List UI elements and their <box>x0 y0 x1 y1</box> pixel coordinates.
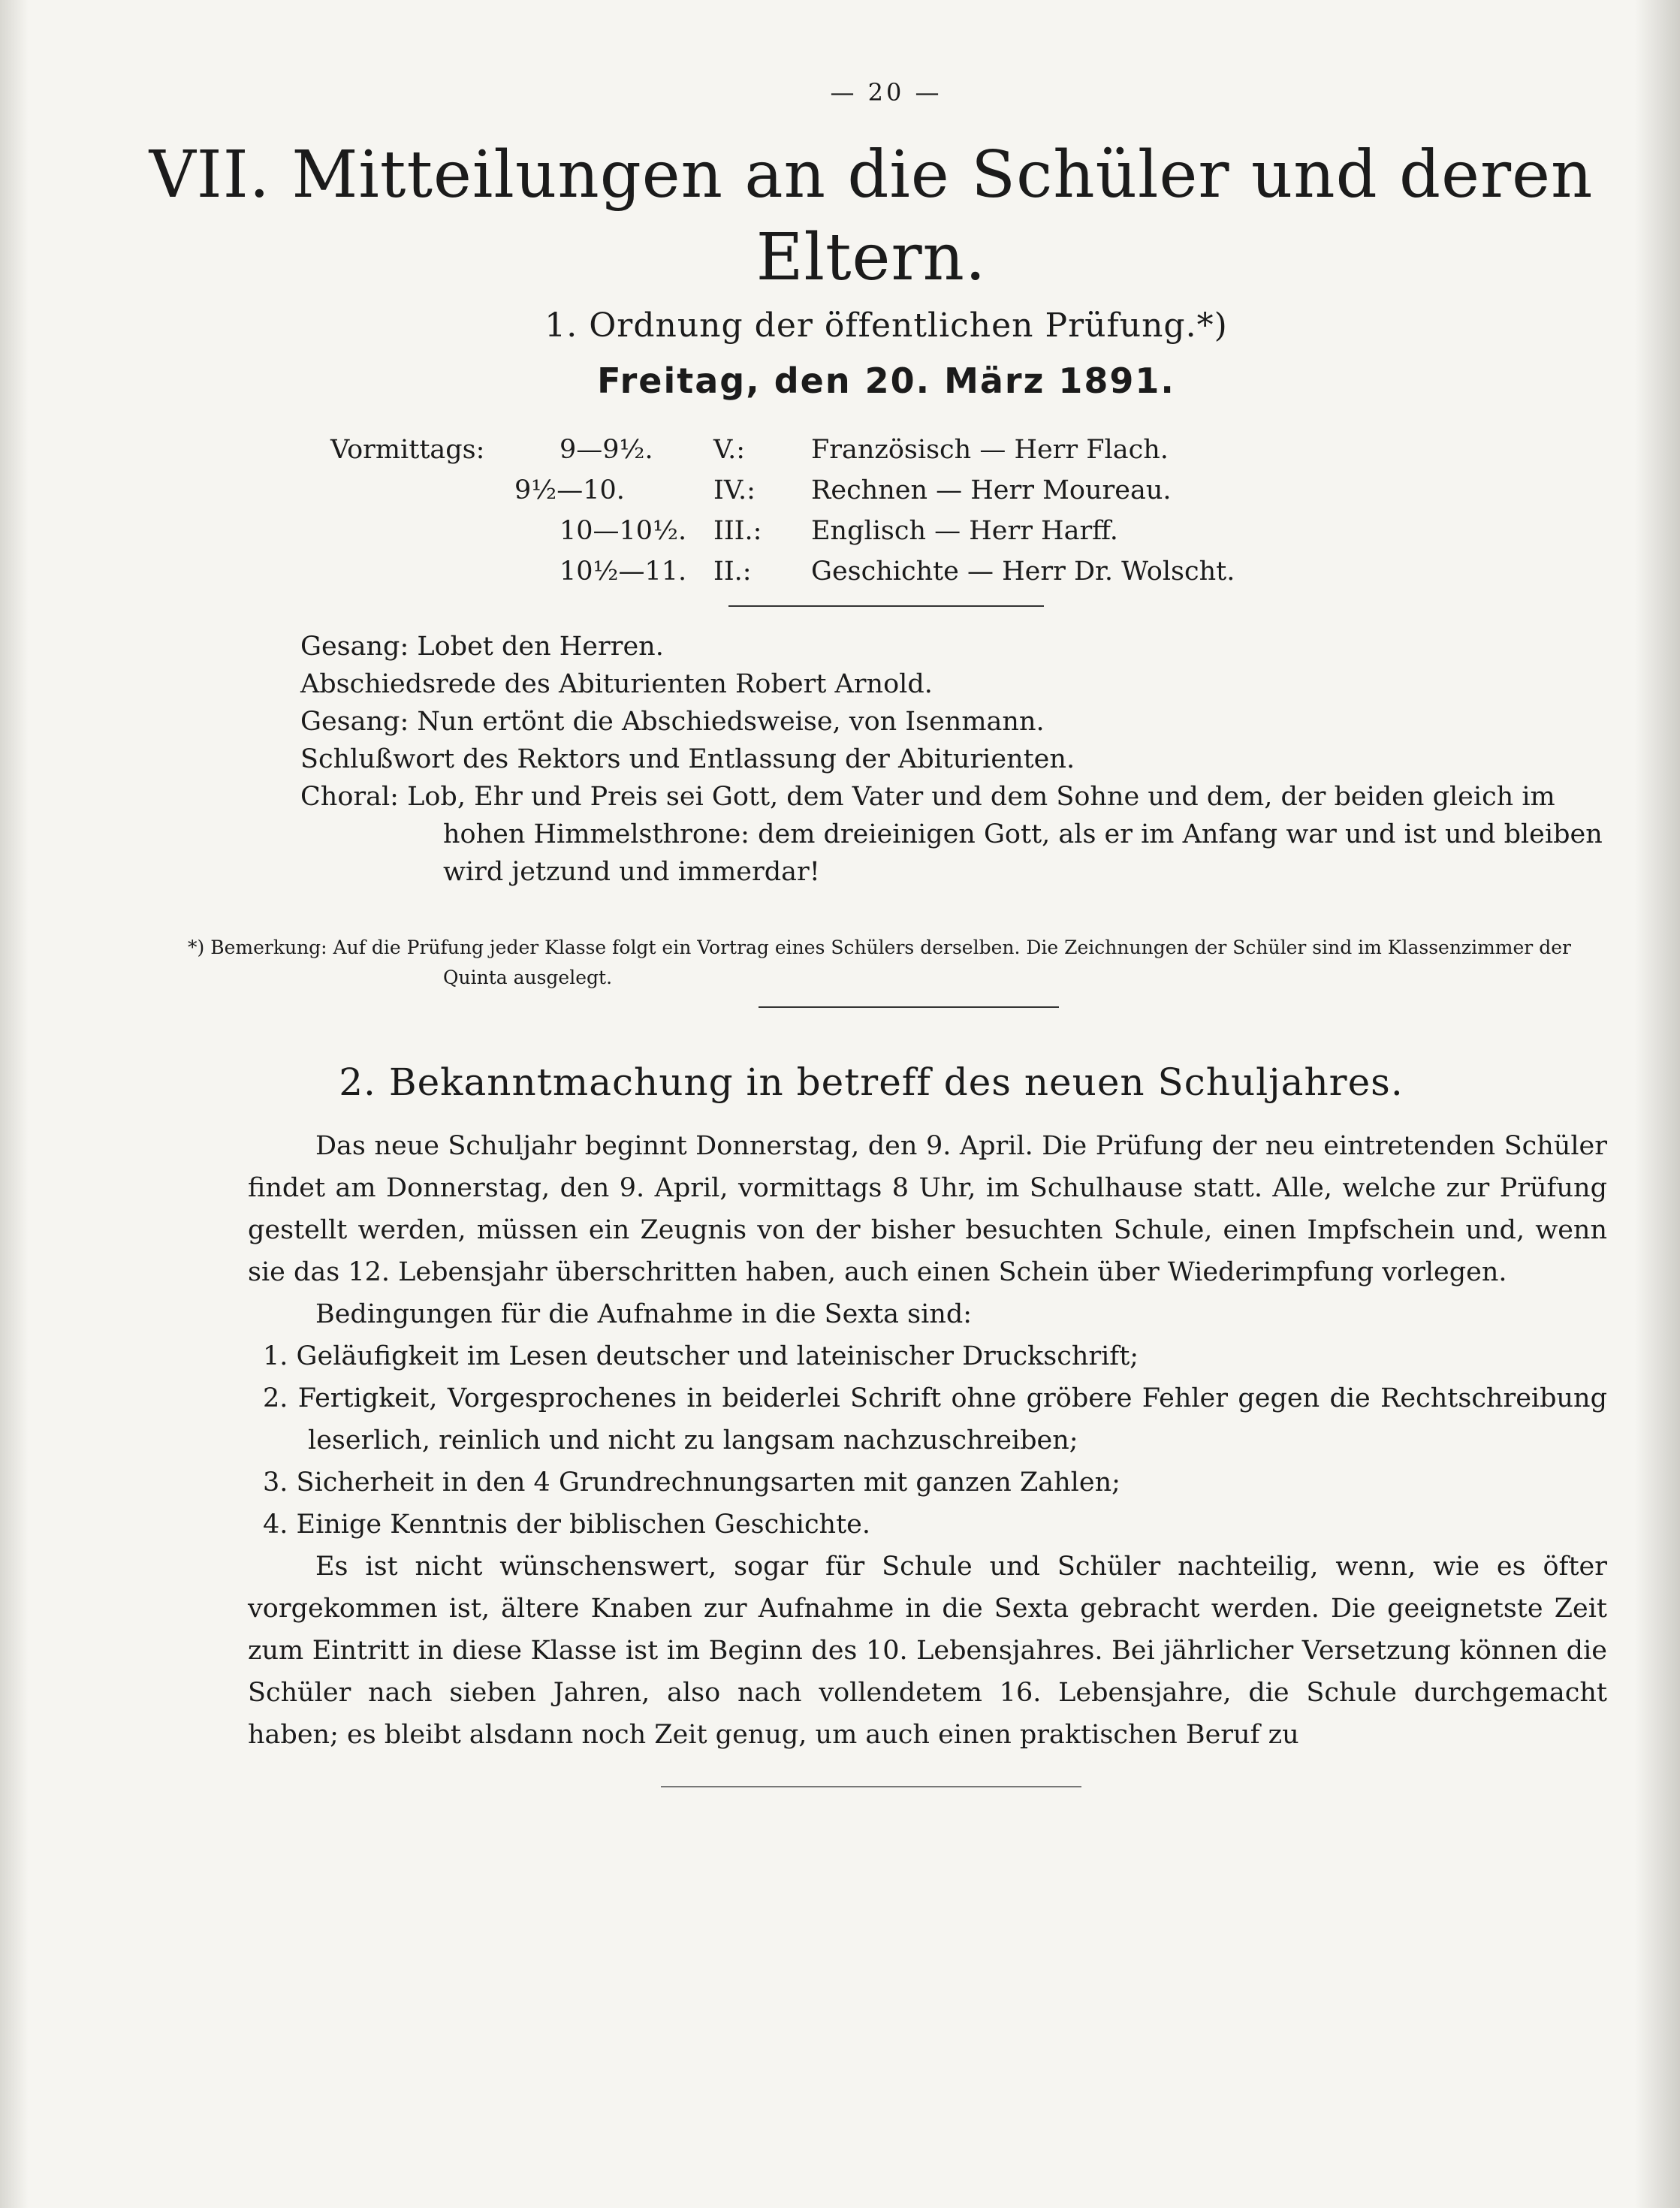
section2-body <box>248 1125 1607 1756</box>
section2-heading: 2. Bekanntmachung in betreff des neuen Schuljahres. <box>339 1060 1404 1104</box>
program-item: Abschiedsrede des Abiturienten Robert Arnold. <box>300 669 933 699</box>
program-item: Choral: Lob, Ehr und Preis sei Gott, dem Vater und dem Sohne und dem, der beiden gleich im hohen Himmelsthrone: dem dreieinigen Gott, als er im Anfang war und ist und bleiben wird jetzund und immerdar! <box>300 782 1603 887</box>
program-item: Schlußwort des Rektors und Entlassung der Abiturienten. <box>300 744 1075 774</box>
conditions-intro: Bedingungen für die Aufnahme in die Sexta sind: <box>315 1299 973 1329</box>
page-edge-right <box>1635 0 1680 2208</box>
condition-item: 4. Einige Kenntnis der biblischen Geschichte. <box>263 1510 870 1540</box>
footnote: *) Bemerkung: Auf die Prüfung jeder Klasse folgt ein Vortrag eines Schülers derselben. Die Zeichnungen der Schüler sind im Klassenzimmer der Quinta ausgelegt. <box>188 937 1571 988</box>
divider <box>759 1006 1059 1008</box>
page-edge-left <box>0 0 29 2208</box>
divider <box>728 605 1044 607</box>
condition-item: 2. Fertigkeit, Vorgesprochenes in beiderlei Schrift ohne gröbere Fehler gegen die Rechtschreibung leserlich, reinlich und nicht zu langsam nachzuschreiben; <box>263 1383 1607 1455</box>
program-item: Gesang: Nun ertönt die Abschiedsweise, von Isenmann. <box>300 707 1045 737</box>
program-item: Gesang: Lobet den Herren. <box>300 632 664 662</box>
document-page: — 20 — VII. Mitteilungen an die Schüler und deren Eltern. 1. Ordnung der öffentlichen Prüfung.*) Freitag, den 20. März 1891. Vormittags: 9—9½. V.: Französisch — Herr Flach. 9½—10. IV.: Rechnen — Herr Moureau. 10—10½. III.: Englisch — Herr Harff. 10½—11. II.: Geschichte — Herr Dr. Wolscht. Gesang: Lobet den Herren. Abschiedsrede des Abiturienten Robert Arnold. Gesang: Nun ertönt die Abschiedsweise, von Isenmann. Schlußwort des Rektors und Entlassung der Abiturienten. Choral: Lob, Ehr und Preis sei Gott, dem Vater und dem Sohne und dem, der beiden gleich im hohen Himmelsthrone: dem dreieinigen Gott, als er im Anfang war und ist und bleiben wird jetzund und immerdar! *) Bemerkung: Auf die Prüfung jeder Klasse folgt ein Vortrag eines Schülers derselben. Die Zeichnungen der Schüler sind im Klassenzimmer der Quinta ausgelegt. 2. Bekanntmachung in betreff des neuen Schuljahres. Das neue Schuljahr beginnt Donnerstag, den 9. April. Die Prüfung der neu eintretenden Schüler findet am Donnerstag, den 9. April, vormittags 8 Uhr, im Schulhause statt. Alle, welche zur Prüfung gestellt werden, müssen ein Zeugnis von der bisher besuchten Schule, einen Impfschein und, wenn sie das 12. Lebensjahr überschritten haben, auch einen Schein über Wiederimpfung vorlegen. Bedingungen für die Aufnahme in die Sexta sind: 1. Geläufigkeit im Lesen deutscher und lateinischer Druckschrift; 2. Fertigkeit, Vorgesprochenes in beiderlei Schrift ohne gröbere Fehler gegen die Rechtschreibung leserlich, reinlich und nicht zu langsam nachzuschreiben; 3. Sicherheit in den 4 Grundrechnungsarten mit ganzen Zahlen; 4. Einige Kenntnis der biblischen Geschichte. Es ist nicht wünschenswert, sogar für Schule und Schüler nachteilig, wenn, wie es öfter vorgekommen ist, ältere Knaben zur Aufnahme in die Sexta gebracht werden. Die geeignetste Zeit zum Eintritt in diese Klasse ist im Beginn des 10. Lebensjahres. Bei jährlicher Versetzung können die Schüler nach sieben Jahren, also nach vollendetem 16. Lebensjahre, die Schule durchgemacht haben; es bleibt alsdann noch Zeit genug, um auch einen praktischen Beruf zu <box>0 0 1680 2208</box>
program-list <box>300 628 1607 891</box>
page-title: VII. Mitteilungen an die Schüler und deren Eltern. <box>149 137 1594 295</box>
exam-date: Freitag, den 20. März 1891. <box>597 360 1175 401</box>
divider <box>661 1786 1081 1787</box>
page-number: — 20 — <box>830 78 943 107</box>
paragraph: Es ist nicht wünschenswert, sogar für Schule und Schüler nachteilig, wenn, wie es öfter vorgekommen ist, ältere Knaben zur Aufnahme in die Sexta gebracht werden. Die geeignetste Zeit zum Eintritt in diese Klasse ist im Beginn des 10. Lebensjahres. Bei jährlicher Versetzung können die Schüler nach sieben Jahren, also nach vollendetem 16. Lebensjahre, die Schule durchgemacht haben; es bleibt alsdann noch Zeit genug, um auch einen praktischen Beruf zu <box>248 1552 1607 1750</box>
section1-heading: 1. Ordnung der öffentlichen Prüfung.*) <box>544 306 1228 345</box>
paragraph: Das neue Schuljahr beginnt Donnerstag, den 9. April. Die Prüfung der neu eintretenden Schüler findet am Donnerstag, den 9. April, vormittags 8 Uhr, im Schulhause statt. Alle, welche zur Prüfung gestellt werden, müssen ein Zeugnis von der bisher besuchten Schule, einen Impfschein und, wenn sie das 12. Lebensjahr überschritten haben, auch einen Schein über Wiederimpfung vorlegen. <box>248 1131 1607 1287</box>
condition-item: 3. Sicherheit in den 4 Grundrechnungsarten mit ganzen Zahlen; <box>263 1467 1121 1498</box>
condition-item: 1. Geläufigkeit im Lesen deutscher und lateinischer Druckschrift; <box>263 1341 1139 1371</box>
